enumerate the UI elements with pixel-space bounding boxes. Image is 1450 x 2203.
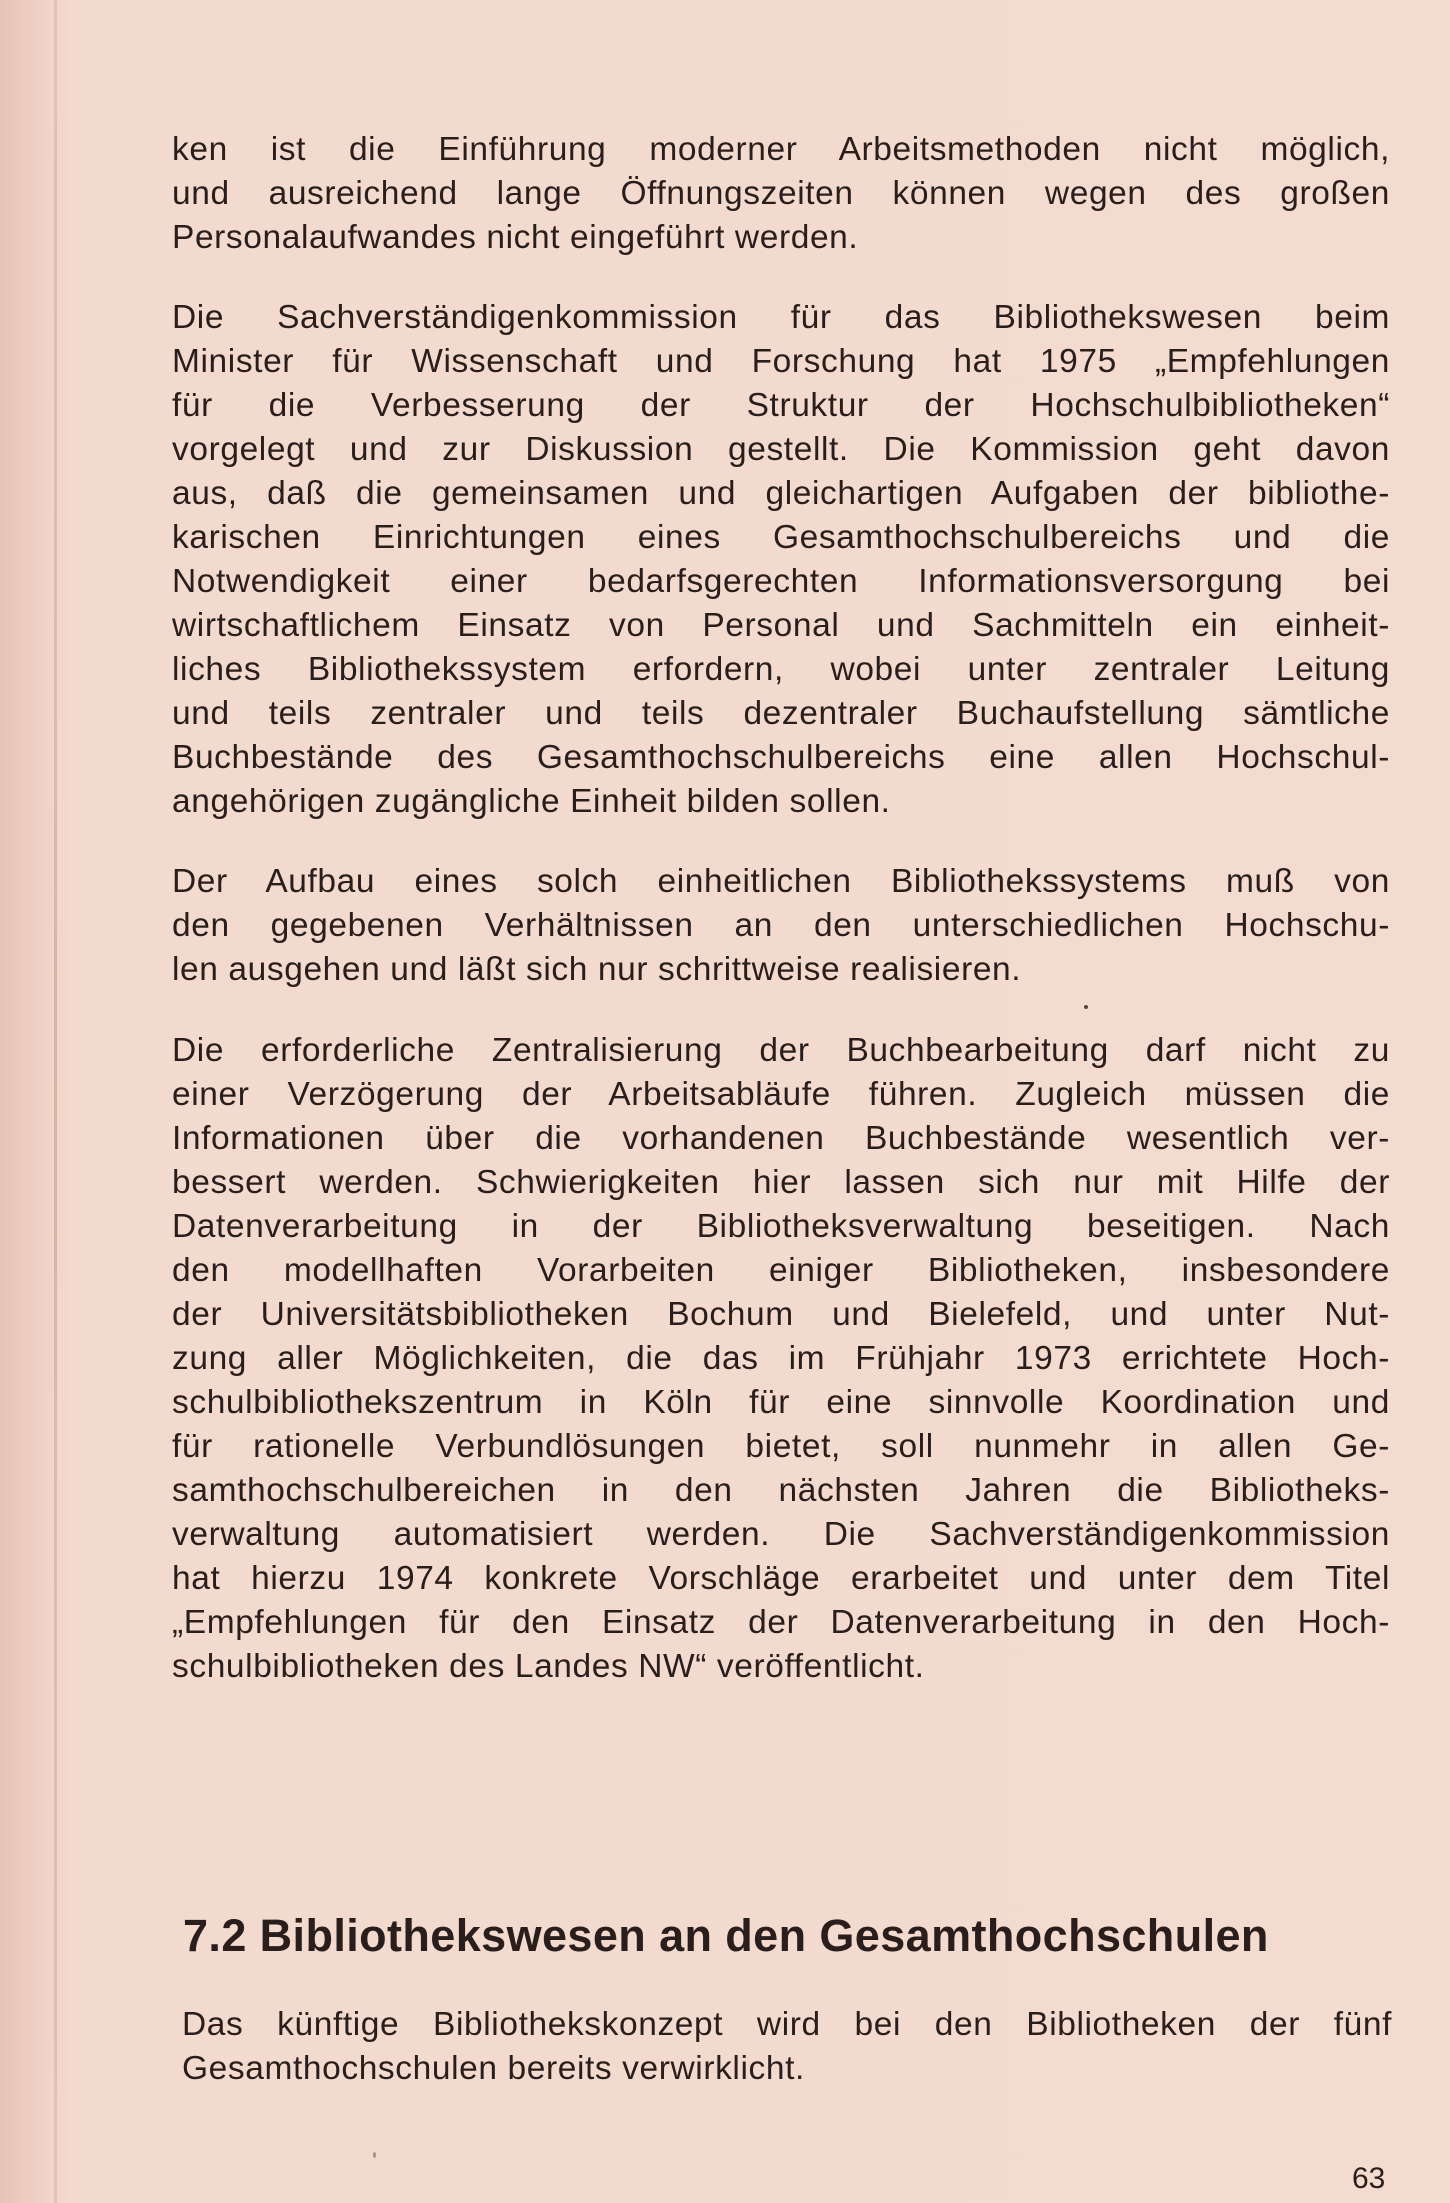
text-line: den modellhaften Vorarbeiten einiger Bibliotheken, insbesondere bbox=[172, 1252, 1390, 1289]
text-line: und ausreichend lange Öffnungszeiten können wegen des großen bbox=[172, 175, 1390, 212]
text-line: Die erforderliche Zentralisierung der Buchbearbeitung darf nicht zu bbox=[172, 1032, 1390, 1069]
text-line: vorgelegt und zur Diskussion gestellt. Die Kommission geht davon bbox=[172, 431, 1390, 468]
text-line: Minister für Wissenschaft und Forschung hat 1975 „Empfehlungen bbox=[172, 343, 1390, 380]
text-line: wirtschaftlichem Einsatz von Personal und Sachmitteln ein einheit- bbox=[172, 607, 1390, 644]
text-line: ken ist die Einführung moderner Arbeitsmethoden nicht möglich, bbox=[172, 131, 1390, 168]
text-line: und teils zentraler und teils dezentraler Buchaufstellung sämtliche bbox=[172, 695, 1390, 732]
text-line: aus, daß die gemeinsamen und gleichartigen Aufgaben der bibliothe- bbox=[172, 475, 1390, 512]
text-line: karischen Einrichtungen eines Gesamthochschulbereichs und die bbox=[172, 519, 1390, 556]
paragraph-3 bbox=[172, 860, 1390, 992]
text-line: einer Verzögerung der Arbeitsabläufe führen. Zugleich müssen die bbox=[172, 1076, 1390, 1113]
binding-gutter bbox=[54, 0, 57, 2203]
print-speck bbox=[373, 2152, 376, 2158]
text-line: samthochschulbereichen in den nächsten Jahren die Bibliotheks- bbox=[172, 1472, 1390, 1509]
section-paragraph bbox=[182, 2003, 1392, 2091]
paragraph-2 bbox=[172, 296, 1390, 824]
text-line: den gegebenen Verhältnissen an den unterschiedlichen Hochschu- bbox=[172, 907, 1390, 944]
text-line: Gesamthochschulen bereits verwirklicht. bbox=[182, 2050, 805, 2087]
text-line: für rationelle Verbundlösungen bietet, soll nunmehr in allen Ge- bbox=[172, 1428, 1390, 1465]
section-heading: 7.2 Bibliothekswesen an den Gesamthochschulen bbox=[183, 1910, 1269, 1961]
text-line: der Universitätsbibliotheken Bochum und Bielefeld, und unter Nut- bbox=[172, 1296, 1390, 1333]
text-line: bessert werden. Schwierigkeiten hier lassen sich nur mit Hilfe der bbox=[172, 1164, 1390, 1201]
text-line: Die Sachverständigenkommission für das Bibliothekswesen beim bbox=[172, 299, 1390, 336]
text-line: Der Aufbau eines solch einheitlichen Bibliothekssystems muß von bbox=[172, 863, 1390, 900]
paragraph-1 bbox=[172, 128, 1390, 260]
text-line: Datenverarbeitung in der Bibliotheksverwaltung beseitigen. Nach bbox=[172, 1208, 1390, 1245]
text-line: schulbibliothekszentrum in Köln für eine sinnvolle Koordination und bbox=[172, 1384, 1390, 1421]
text-line: „Empfehlungen für den Einsatz der Datenverarbeitung in den Hoch- bbox=[172, 1604, 1390, 1641]
text-line: Informationen über die vorhandenen Buchbestände wesentlich ver- bbox=[172, 1120, 1390, 1157]
text-line: Notwendigkeit einer bedarfsgerechten Informationsversorgung bei bbox=[172, 563, 1390, 600]
text-line: Das künftige Bibliothekskonzept wird bei den Bibliotheken der fünf bbox=[182, 2006, 1392, 2043]
paragraph-4 bbox=[172, 1029, 1390, 1689]
text-line: hat hierzu 1974 konkrete Vorschläge erarbeitet und unter dem Titel bbox=[172, 1560, 1390, 1597]
text-line: für die Verbesserung der Struktur der Hochschulbibliotheken“ bbox=[172, 387, 1390, 424]
text-line: len ausgehen und läßt sich nur schrittweise realisieren. bbox=[172, 951, 1022, 988]
text-line: Personalaufwandes nicht eingeführt werden. bbox=[172, 219, 859, 256]
text-line: liches Bibliothekssystem erfordern, wobei unter zentraler Leitung bbox=[172, 651, 1390, 688]
text-line: Buchbestände des Gesamthochschulbereichs eine allen Hochschul- bbox=[172, 739, 1390, 776]
text-line: angehörigen zugängliche Einheit bilden sollen. bbox=[172, 783, 891, 820]
print-speck bbox=[1084, 1005, 1088, 1009]
text-line: verwaltung automatisiert werden. Die Sachverständigenkommission bbox=[172, 1516, 1390, 1553]
page-number: 63 bbox=[1352, 2162, 1386, 2195]
text-line: zung aller Möglichkeiten, die das im Frühjahr 1973 errichtete Hoch- bbox=[172, 1340, 1390, 1377]
text-line: schulbibliotheken des Landes NW“ veröffentlicht. bbox=[172, 1648, 925, 1685]
